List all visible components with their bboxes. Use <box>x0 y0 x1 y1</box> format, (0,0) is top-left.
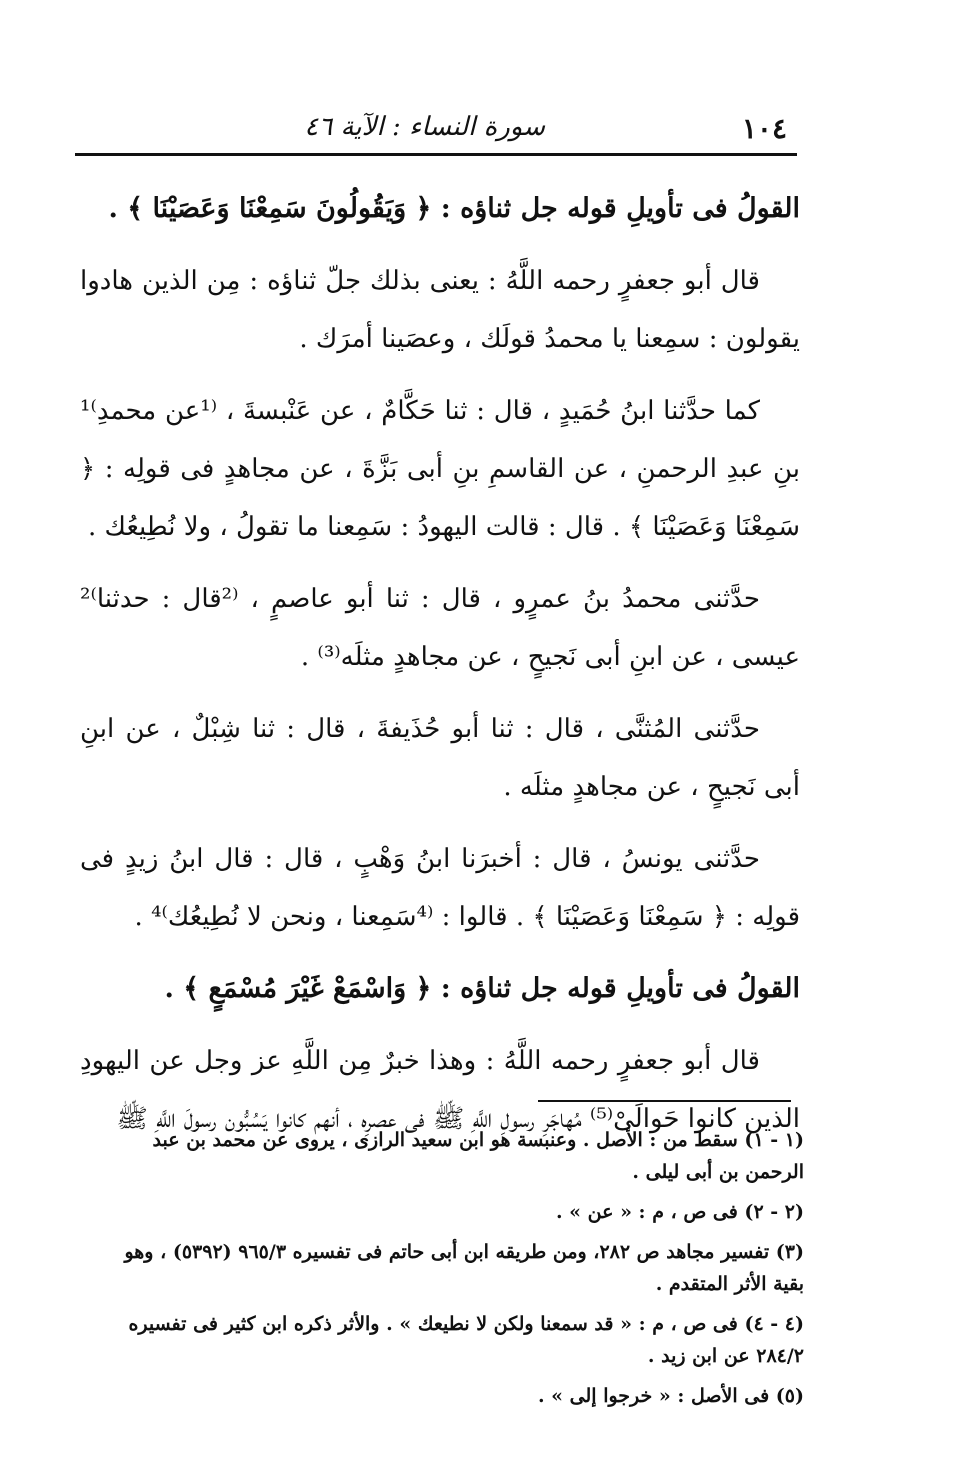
section-heading-2: القولُ فى تأويلِ قوله جل ثناؤه : ﴿ وَاسْمَعْ غَيْرَ مُسْمَعٍ ﴾ . <box>164 973 800 1004</box>
paragraph-2: كما حدَّثنا ابنُ حُمَيدٍ ، قال : ثنا حَكَّامٌ ، عن عَنْبسةَ ، ⁽¹عن محمدِ⁾¹ بنِ عبدِ الرحمنِ ، عن القاسمِ بنِ أبى بَزَّةَ ، عن مجاهدٍ فى قولِه : ﴿ سَمِعْنَا وَعَصَيْنَا ﴾ . قال : قالت اليهودُ : سَمِعنا ما تقولُ ، ولا نُطِيعُك . <box>80 396 800 542</box>
paragraph-5: حدَّثنى يونسُ ، قال : أخبرَنا ابنُ وَهْبٍ ، قال : قال ابنُ زيدٍ فى قولِه : ﴿ سَمِعْنَا وَعَصَيْنَا ﴾ . قالوا : ⁽⁴سَمِعنا ، ونحن لا نُطِيعُك⁾⁴ . <box>80 844 800 932</box>
footnote-3: (٣) تفسير مجاهد ص ٢٨٢، ومن طريقه ابن أبى حاتم فى تفسيره ٩٦٥/٣ (٥٣٩٢) ، وهو بقية الأثر المتقدم . <box>124 1241 804 1295</box>
section-heading-1: القولُ فى تأويلِ قوله جل ثناؤه : ﴿ وَيَقُولُونَ سَمِعْنَا وَعَصَيْنَا ﴾ . <box>108 193 800 224</box>
paragraph-3: حدَّثنى محمدُ بنُ عمرٍو ، قال : ثنا أبو عاصمٍ ، ⁽²قال : حدثنا⁾² عيسى ، عن ابنِ أبى نَجيحٍ ، عن مجاهدٍ مثلَه⁽³⁾ . <box>80 584 800 672</box>
footnote-divider <box>538 1100 791 1102</box>
main-text <box>80 180 800 1162</box>
paragraph-6: قال أبو جعفرٍ رحمه اللَّهُ : وهذا خبرٌ مِن اللَّهِ عز وجل عن اليهودِ الذين كانوا حَوالَىْ⁽⁵⁾ مُهاجَرِ رسولِ اللَّهِ ﷺ فى عصرِه ، أنهم كانوا يَسُبُّون رسولَ اللَّهِ ﷺ <box>80 1046 800 1134</box>
page-number: ١٠٤ <box>741 112 787 145</box>
header-divider <box>75 153 797 156</box>
footnote-5: (٥) فى الأصل : « خرجوا إلى » . <box>537 1385 804 1407</box>
paragraph-1: قال أبو جعفرٍ رحمه اللَّهُ : يعنى بذلك جلّ ثناؤه : مِن الذين هادوا يقولون : سمِعنا يا محمدُ قولَك ، وعصَينا أمرَك . <box>80 266 800 354</box>
footnotes <box>88 1124 804 1420</box>
footnote-4: (٤ - ٤) فى ص ، م : « قد سمعنا ولكن لا نطيعك » . والأثر ذكره ابن كثير فى تفسيره ٢٨٤/٢ عن ابن زيد . <box>128 1313 804 1367</box>
paragraph-4: حدَّثنى المُثنَّى ، قال : ثنا أبو حُذَيفةَ ، قال : ثنا شِبْلٌ ، عن ابنِ أبى نَجيحٍ ، عن مجاهدٍ مثلَه . <box>80 714 800 802</box>
page-header <box>75 108 795 152</box>
running-title: سورة النساء : الآية ٤٦ <box>304 112 545 142</box>
footnote-1: (١ - ١) سقط من : الأصل . وعنبسة هو ابن سعيد الرازى ، يروى عن محمد بن عبد الرحمن بن أبى ليلى . <box>152 1129 804 1183</box>
footnote-2: (٢ - ٢) فى ص ، م : « عن » . <box>555 1201 804 1223</box>
